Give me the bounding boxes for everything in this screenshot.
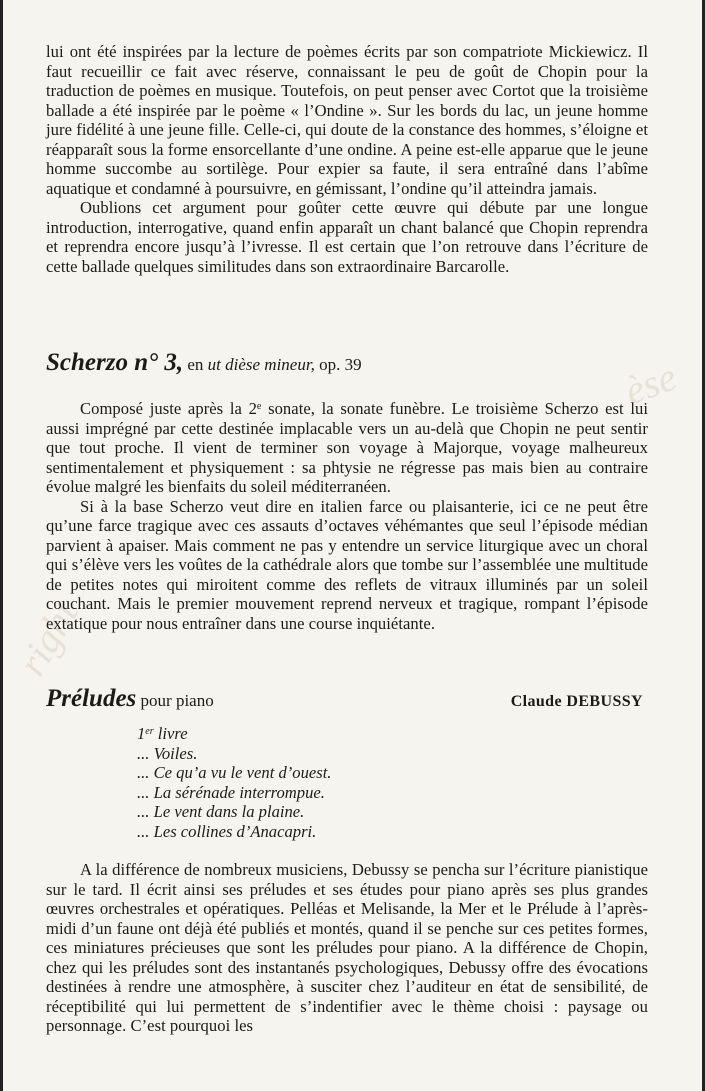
livre-sup: er <box>145 726 154 737</box>
list-item: ... Les collines d’Anacapri. <box>137 821 317 841</box>
scherzo-key: ut dièse mineur, <box>207 355 315 374</box>
list-item: ... Voiles. <box>137 743 198 763</box>
preludes-title: Préludes <box>46 685 137 712</box>
preludes-author: Claude DEBUSSY <box>510 693 643 710</box>
preludes-section <box>46 860 648 1036</box>
intro-section <box>46 42 648 276</box>
scherzo-paragraph-2: Si à la base Scherzo veut dire en italien farce ou plaisanterie, ici ce ne peut être qu’une farce tragique avec ces assauts d’octaves véhémantes que seul l’épisode médian parvient à apaiser. Mais comment ne pas y entendre un service liturgique avec un choral qui s’élève vers les voûtes de la cathédrale alors que tombe sur l’assemblée une multitude de petites notes qui miroitent comme des reflets de vitraux illuminés par un soleil couchant. Mais le premier mouvement reprend nerveux et tragique, rompant l’épisode extatique pour nous entraîner dans une course inquiétante. <box>46 496 648 633</box>
livre-heading <box>137 722 331 744</box>
scherzo-p1-sup: e <box>256 401 262 412</box>
preludes-list <box>137 722 331 841</box>
watermark-left: right <box>8 593 87 683</box>
scherzo-section <box>46 397 648 633</box>
scherzo-heading <box>46 349 648 376</box>
intro-paragraph-1: lui ont été inspirées par la lecture de poèmes écrits par son compatriote Mickiewicz. Il faut recueillir ce fait avec réserve, connaissant le peu de goût de Chopin pour la traduction de poèmes en musique. Toutefois, on peut penser avec Cortot que la troisième ballade a été inspirée par le poème « l’Ondine ». Sur les bords du lac, un jeune homme jure fidélité à une jeune fille. Celle-ci, qui doute de la constance des hommes, s’éloigne et réapparaît sous la forme ensorcellante d’une ondine. A peine est-elle apparue que le jeune homme succombe au sortilège. Pour expier sa faute, il sera entraîné dans l’abîme aquatique et condamné à poursuivre, en gémissant, l’ondine qu’il atteindra jamais. <box>46 42 648 198</box>
livre-word: livre <box>153 724 188 743</box>
list-item: ... La sérénade interrompue. <box>137 782 325 802</box>
preludes-subtitle: pour piano <box>140 691 214 710</box>
preludes-paragraph-1: A la différence de nombreux musiciens, Debussy se pencha sur l’écriture pianistique sur le tard. Il écrit ainsi ses préludes et ses études pour piano après ses plus grandes œuvres orchestrales et opératiques. Pelléas et Melisande, la Mer et le Prélude à l’après-midi d’un faune ont déjà été publiés et montés, quand il se penche sur ces petites formes, ces miniatures précieuses que sont les préludes pour piano. A la différence de Chopin, chez qui les préludes sont des instantanés psychologiques, Debussy offre des évocations destinées à rendre une atmosphère, à susciter chez l’auditeur en état de sensibilité, de réceptibilité qui lui permettent de s’indentifier avec le thème choisi : paysage ou personnage. C’est pourquoi les <box>46 860 648 1035</box>
list-item: ... Ce qu’a vu le vent d’ouest. <box>137 763 332 782</box>
intro-paragraph-2: Oublions cet argument pour goûter cette œuvre qui débute par une longue introduction, interrogative, quand enfin apparaît un chant balancé que Chopin reprendra et reprendra encore jusqu’à l’ivresse. Il est certain que l’on retrouve dans l’écriture de cette ballade quelques similitudes dans son extraordinaire Barcarolle. <box>46 198 648 276</box>
scherzo-title: Scherzo n° 3, <box>46 349 184 376</box>
livre-number: 1 <box>137 724 146 743</box>
scherzo-en: en <box>187 355 204 374</box>
watermark-right: èse <box>618 353 683 414</box>
list-item: ... Le vent dans la plaine. <box>137 802 305 821</box>
scherzo-paragraph-1 <box>46 397 648 497</box>
scherzo-opus: op. 39 <box>319 355 362 374</box>
scherzo-p1-start: Composé juste après la 2 <box>80 399 257 418</box>
scherzo-p1-rest: sonate, la sonate funèbre. Le troisième Scherzo est lui aussi imprégné par cette destinée implacable vers un au-delà que Chopin ne peut sentir que tout proche. Il vient de terminer son voyage à Majorque, voyage malheureux sentimentalement et physiquement : sa phtysie ne régresse pas mais bien au contraire évolue malgré les bienfaits du soleil méditerranéen. <box>46 399 648 496</box>
